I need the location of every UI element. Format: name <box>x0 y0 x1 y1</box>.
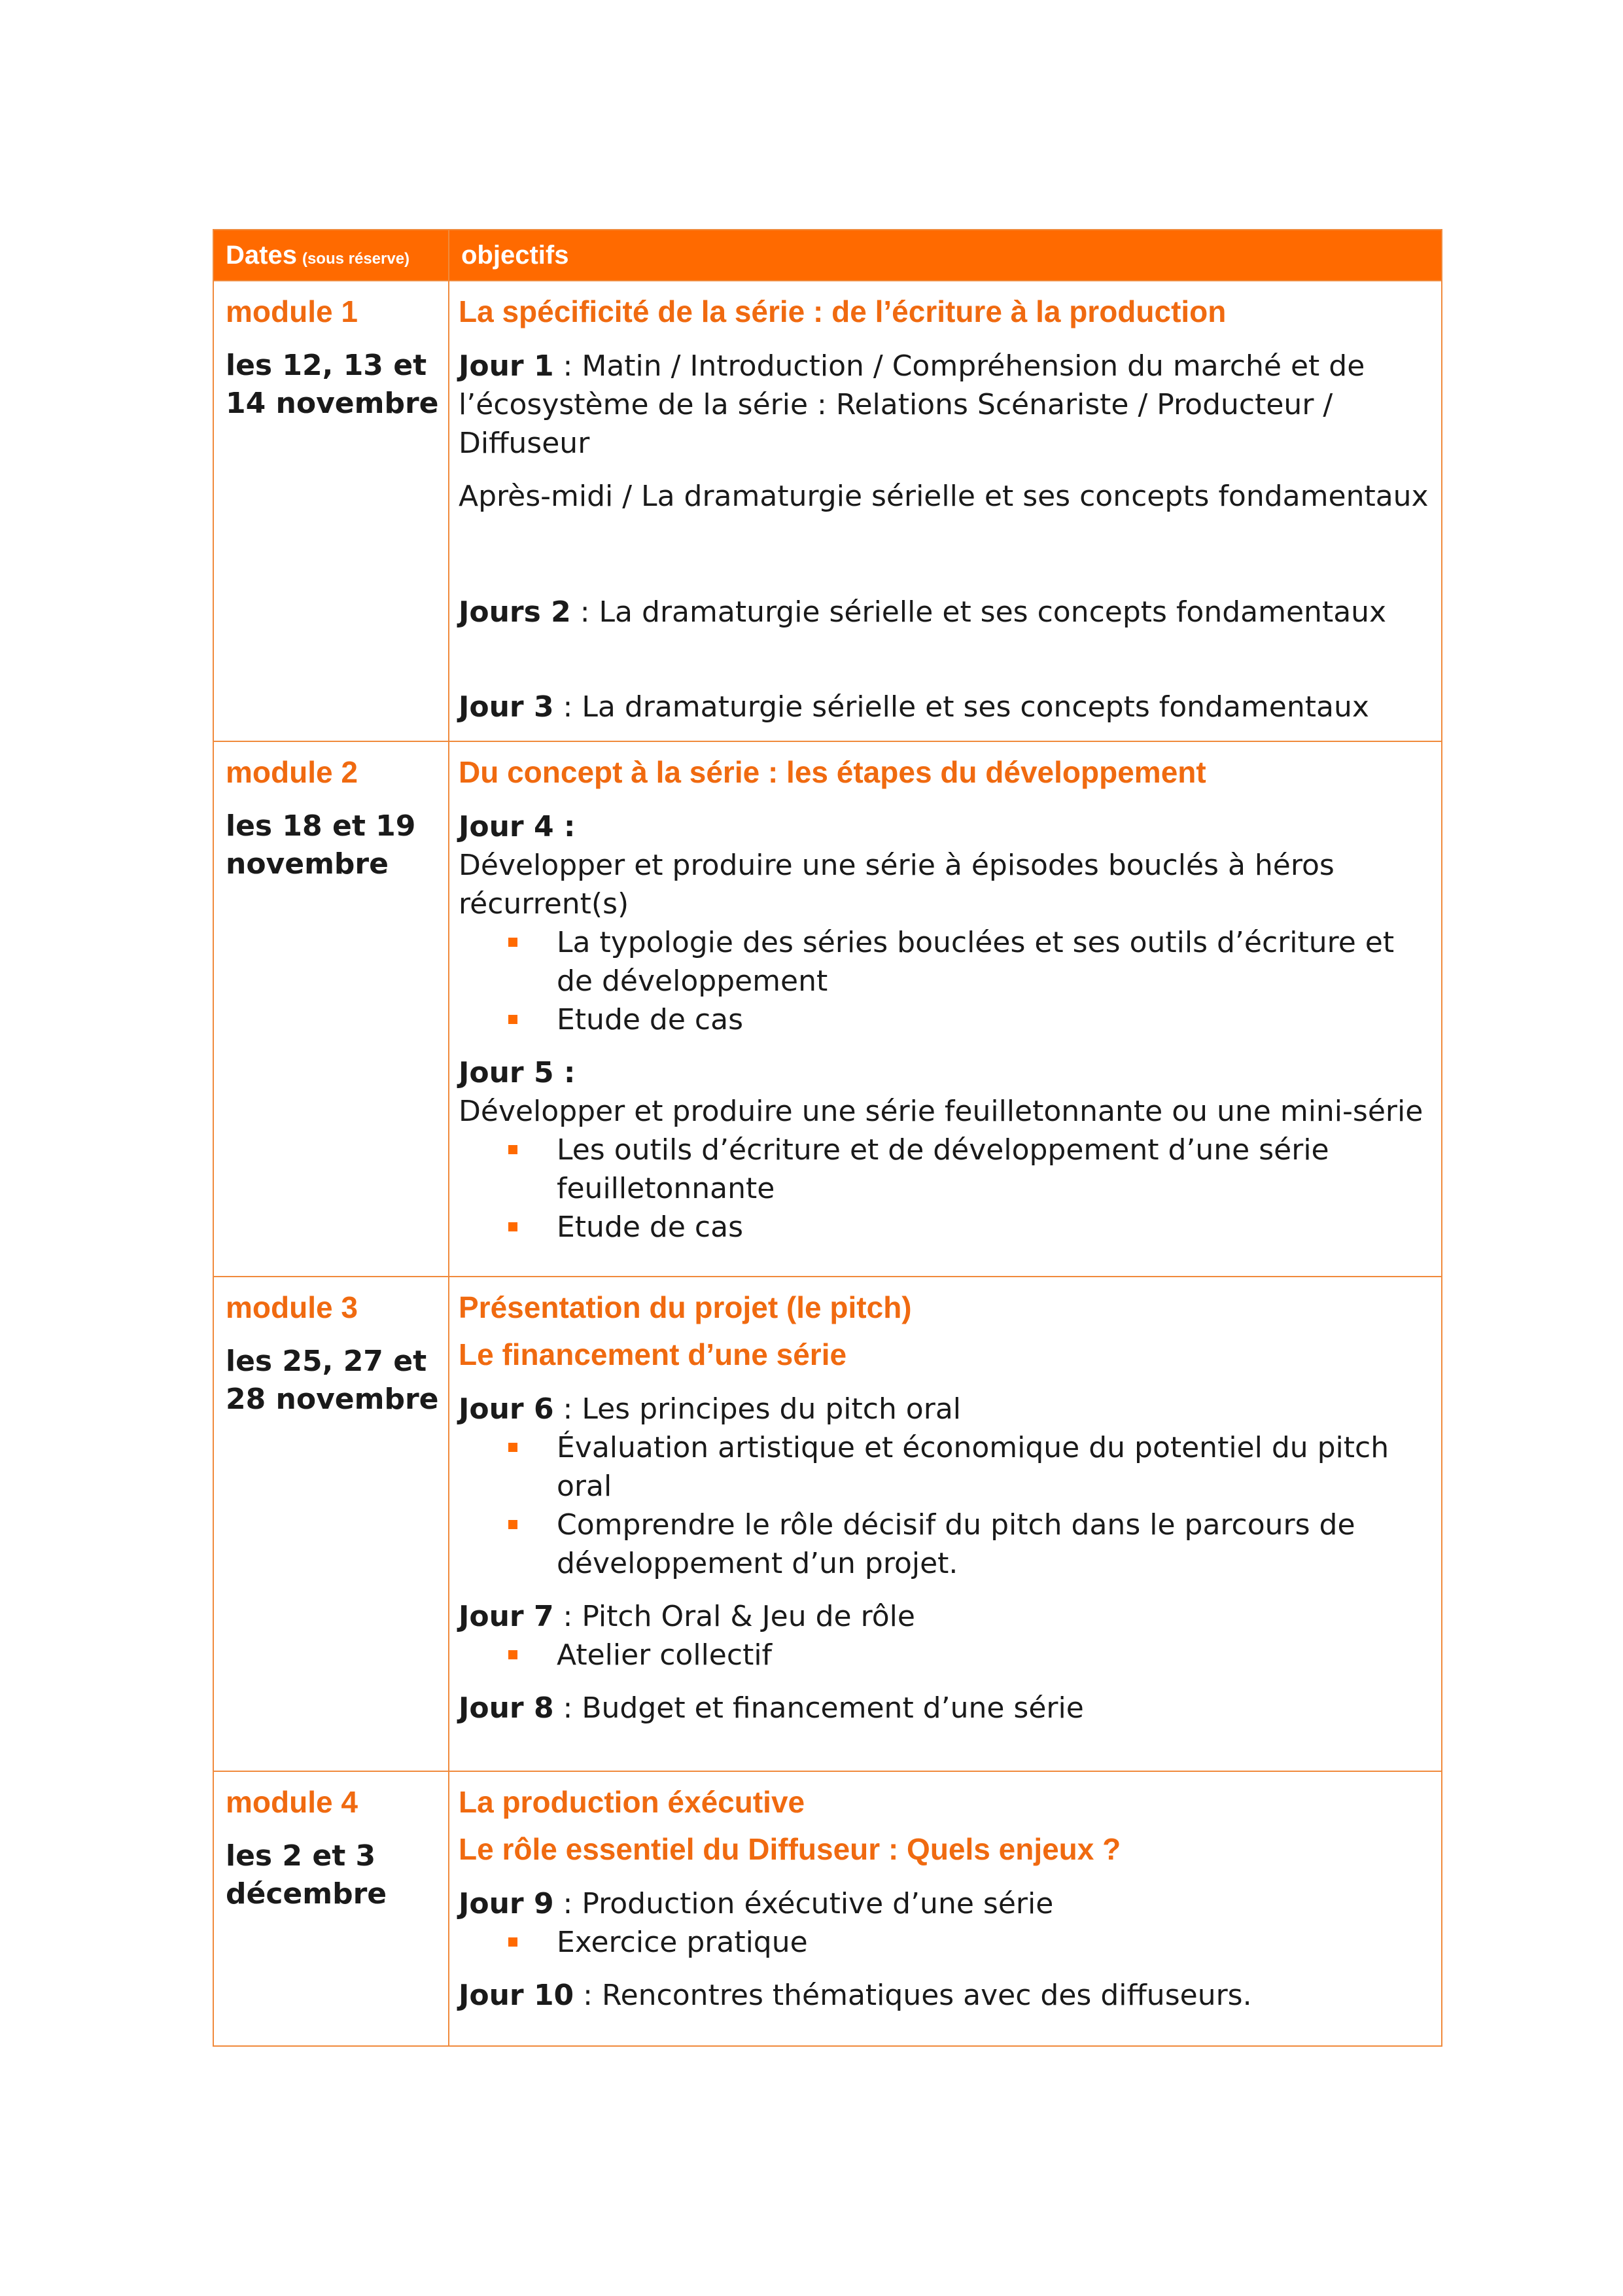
module-1-objectives-cell <box>449 281 1442 741</box>
day-entry: Après-midi / La dramaturgie sérielle et ses concepts fondamentaux <box>459 480 1429 513</box>
dates-header: Dates (sous réserve) <box>213 230 449 281</box>
schedule-table <box>213 229 1442 2047</box>
module-title: module 2 <box>226 755 358 789</box>
bullet-list <box>459 1636 1432 1674</box>
table-row <box>213 1277 1442 1771</box>
objective-title: Présentation du projet (le pitch) <box>459 1290 912 1324</box>
bullet-list <box>459 1923 1432 1962</box>
day-entry: Jour 1 : Matin / Introduction / Compréhension du marché et de l’écosystème de la série : Relations Scénariste / Producteur / Diffuseur <box>459 349 1365 460</box>
day-entry: Jour 9 : Production éxécutive d’une série <box>459 1887 1054 1920</box>
list-item: Les outils d’écriture et de développement d’une série feuilletonnante <box>557 1131 1432 1208</box>
table-row <box>213 1771 1442 2046</box>
objective-title: La production éxécutive <box>459 1785 805 1819</box>
table-header-row <box>213 230 1442 281</box>
day-entry: Jour 3 : La dramaturgie sérielle et ses concepts fondamentaux <box>459 690 1369 724</box>
bullet-list <box>459 1428 1432 1583</box>
module-4-dates-cell <box>213 1771 449 2046</box>
table-row <box>213 281 1442 741</box>
module-dates: les 2 et 3 décembre <box>226 1839 387 1911</box>
bullet-list <box>459 923 1432 1039</box>
table-row <box>213 741 1442 1277</box>
day-entry: Jour 7 : Pitch Oral & Jeu de rôle <box>459 1600 915 1633</box>
module-4-objectives-cell <box>449 1771 1442 2046</box>
module-title: module 1 <box>226 294 358 328</box>
day-text: Développer et produire une série à épisodes bouclés à héros récurrent(s) <box>459 849 1335 921</box>
day-entry: Jours 2 : La dramaturgie sérielle et ses concepts fondamentaux <box>459 595 1387 629</box>
day-label: Jour 4 : <box>459 810 576 843</box>
list-item: La typologie des séries bouclées et ses outils d’écriture et de développement <box>557 923 1432 1000</box>
module-dates: les 18 et 19 novembre <box>226 809 416 881</box>
dates-header-note: (sous réserve) <box>302 249 410 268</box>
module-dates: les 25, 27 et 28 novembre <box>226 1345 439 1416</box>
bullet-list <box>459 1131 1432 1246</box>
list-item: Etude de cas <box>557 1208 1432 1246</box>
module-3-dates-cell <box>213 1277 449 1771</box>
module-title: module 3 <box>226 1290 358 1324</box>
module-title: module 4 <box>226 1785 358 1819</box>
module-dates: les 12, 13 et 14 novembre <box>226 349 439 420</box>
module-1-dates-cell <box>213 281 449 741</box>
list-item: Atelier collectif <box>557 1636 1432 1674</box>
module-3-objectives-cell <box>449 1277 1442 1771</box>
objective-title: Du concept à la série : les étapes du développement <box>459 755 1206 789</box>
objectifs-header: objectifs <box>449 230 1442 281</box>
list-item: Comprendre le rôle décisif du pitch dans le parcours de développement d’un projet. <box>557 1506 1432 1583</box>
list-item: Évaluation artistique et économique du potentiel du pitch oral <box>557 1428 1432 1506</box>
objective-subtitle: Le financement d’une série <box>459 1337 847 1371</box>
day-entry: Jour 8 : Budget et financement d’une série <box>459 1691 1084 1725</box>
day-entry: Jour 10 : Rencontres thématiques avec des diffuseurs. <box>459 1979 1252 2012</box>
module-2-dates-cell <box>213 741 449 1277</box>
day-label: Jour 5 : <box>459 1056 576 1089</box>
list-item: Exercice pratique <box>557 1923 1432 1962</box>
day-entry: Jour 6 : Les principes du pitch oral <box>459 1392 962 1426</box>
list-item: Etude de cas <box>557 1000 1432 1039</box>
module-2-objectives-cell <box>449 741 1442 1277</box>
objective-subtitle: Le rôle essentiel du Diffuseur : Quels enjeux ? <box>459 1832 1121 1866</box>
day-text: Développer et produire une série feuilletonnante ou une mini-série <box>459 1095 1423 1128</box>
objective-title: La spécificité de la série : de l’écriture à la production <box>459 294 1227 328</box>
